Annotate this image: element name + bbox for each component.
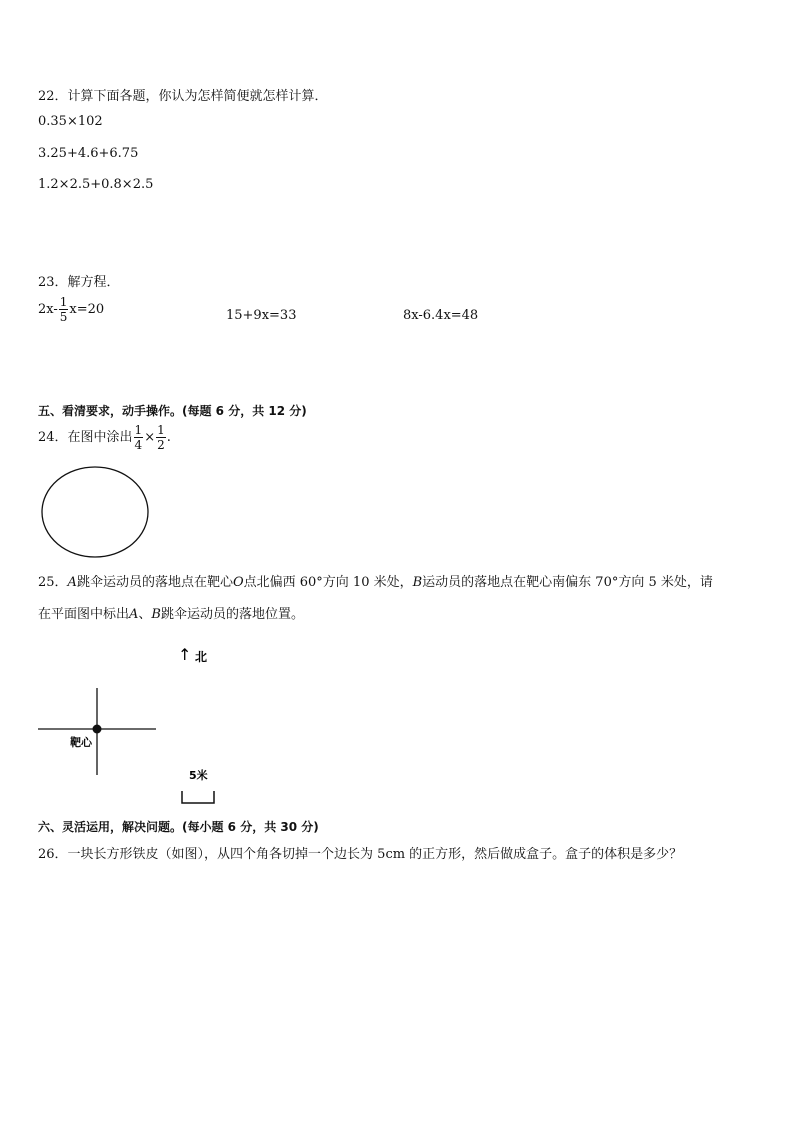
q24-circle <box>38 464 154 562</box>
fraction-numerator: 1 <box>157 423 165 437</box>
q25-number: 25． <box>38 575 68 590</box>
point-a-label-2: A <box>129 607 139 622</box>
fraction-one-fifth <box>59 296 69 323</box>
q22-item-1: 0.35×102 <box>38 114 103 129</box>
q22-title: 22．计算下面各题，你认为怎样简便就怎样计算． <box>38 89 328 104</box>
fraction-one-quarter <box>134 424 144 451</box>
fraction-denominator: 5 <box>59 310 68 324</box>
q24-suffix: . <box>166 430 171 445</box>
scale-bar <box>182 791 214 803</box>
fraction-one-half <box>156 424 166 451</box>
q23-equation-2: 15+9x=33 <box>226 308 297 323</box>
q25-line2-pre: 在平面图中标出 <box>38 607 130 622</box>
eq1-left: 2x- <box>38 302 58 317</box>
q25-separator: 、 <box>138 607 152 622</box>
circle-outline <box>42 467 148 557</box>
q22-item-2: 3.25+4.6+6.75 <box>38 146 139 161</box>
q24-prefix: 24．在图中涂出 <box>38 430 133 445</box>
target-center-dot <box>93 725 102 734</box>
section-6-heading: 六、灵活运用，解决问题。(每小题 6 分，共 30 分) <box>38 820 319 834</box>
north-arrow-icon: ↑ <box>178 645 192 664</box>
point-b-label: B <box>412 575 423 590</box>
q22-item-3: 1.2×2.5+0.8×2.5 <box>38 177 154 192</box>
q25-line2-post: 跳伞运动员的落地位置。 <box>160 607 304 622</box>
fraction-numerator: 1 <box>59 295 68 309</box>
point-a-label: A <box>67 575 77 590</box>
q23-equation-1 <box>38 296 104 323</box>
target-diagram <box>30 640 230 810</box>
target-center-label: 靶心 <box>70 736 92 749</box>
section-5-heading: 五、看清要求，动手操作。(每题 6 分，共 12 分) <box>38 404 307 418</box>
eq1-right: x=20 <box>69 302 105 317</box>
scale-label: 5米 <box>189 769 208 782</box>
q25-text-2: 点北偏西 60°方向 10 米处， <box>243 575 413 590</box>
q25-text-3: 运动员的落地点在靶心南偏东 70°方向 5 米处，请 <box>422 575 713 590</box>
point-o-label: O <box>232 575 244 590</box>
times-sign: × <box>144 430 156 445</box>
fraction-denominator: 2 <box>157 438 165 452</box>
fraction-numerator: 1 <box>134 423 143 437</box>
point-b-label-2: B <box>151 607 161 622</box>
q23-equation-3: 8x-6.4x=48 <box>403 308 479 323</box>
fraction-denominator: 4 <box>134 438 143 452</box>
q25-line-2 <box>38 603 304 622</box>
q23-title: 23．解方程． <box>38 275 120 290</box>
north-label: 北 <box>195 650 208 664</box>
q24-title <box>38 424 171 451</box>
q26-text: 26．一块长方形铁皮（如图），从四个角各切掉一个边长为 5cm 的正方形，然后做成盒子。盒子的体积是多少？ <box>38 847 683 862</box>
q25-text-1: 跳伞运动员的落地点在靶心 <box>76 575 233 590</box>
q25-line-1 <box>38 571 713 590</box>
